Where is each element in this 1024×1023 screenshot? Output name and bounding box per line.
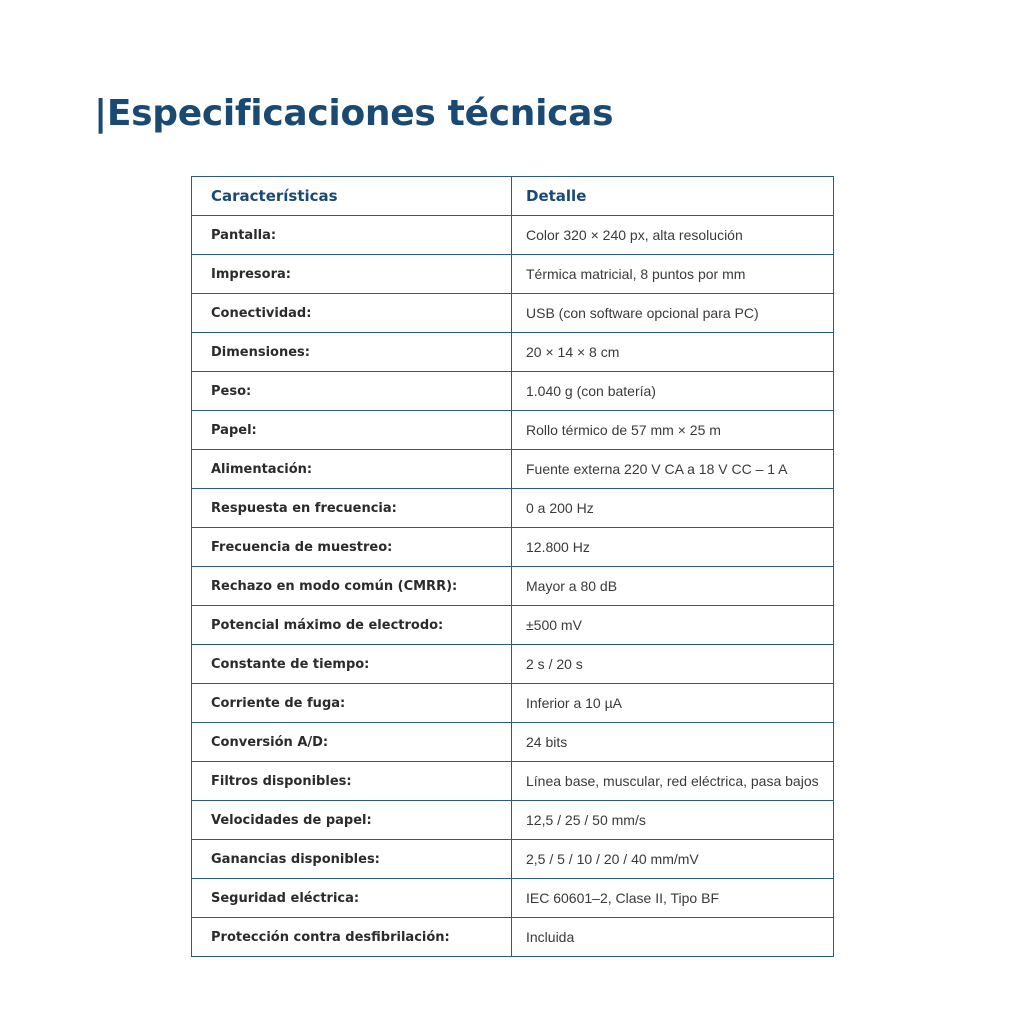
table-row [192,255,834,294]
spec-value: Mayor a 80 dB [512,567,834,606]
table-row [192,684,834,723]
spec-label: Seguridad eléctrica: [192,879,512,918]
column-header-characteristics: Características [192,177,512,216]
specifications-table [191,176,834,957]
spec-value: 12.800 Hz [512,528,834,567]
spec-label: Conectividad: [192,294,512,333]
table-row [192,801,834,840]
table-row [192,918,834,957]
spec-value: Rollo térmico de 57 mm × 25 m [512,411,834,450]
spec-label: Ganancias disponibles: [192,840,512,879]
spec-label: Corriente de fuga: [192,684,512,723]
spec-label: Impresora: [192,255,512,294]
spec-label: Potencial máximo de electrodo: [192,606,512,645]
table-header-row [192,177,834,216]
table-row [192,489,834,528]
spec-label: Frecuencia de muestreo: [192,528,512,567]
spec-label: Protección contra desfibrilación: [192,918,512,957]
spec-value: 0 a 200 Hz [512,489,834,528]
spec-label: Peso: [192,372,512,411]
spec-value: 2 s / 20 s [512,645,834,684]
spec-value: 1.040 g (con batería) [512,372,834,411]
spec-value: 12,5 / 25 / 50 mm/s [512,801,834,840]
table-row [192,411,834,450]
spec-value: 20 × 14 × 8 cm [512,333,834,372]
spec-label: Respuesta en frecuencia: [192,489,512,528]
table-row [192,216,834,255]
table-row [192,606,834,645]
spec-value: Línea base, muscular, red eléctrica, pasa bajos [512,762,834,801]
table-body [192,216,834,957]
table-row [192,372,834,411]
table-row [192,723,834,762]
column-header-detail: Detalle [512,177,834,216]
spec-value: 2,5 / 5 / 10 / 20 / 40 mm/mV [512,840,834,879]
spec-value: Incluida [512,918,834,957]
spec-label: Velocidades de papel: [192,801,512,840]
spec-value: Fuente externa 220 V CA a 18 V CC – 1 A [512,450,834,489]
table-row [192,450,834,489]
spec-label: Pantalla: [192,216,512,255]
spec-value: IEC 60601–2, Clase II, Tipo BF [512,879,834,918]
spec-value: Inferior a 10 µA [512,684,834,723]
spec-label: Dimensiones: [192,333,512,372]
spec-label: Alimentación: [192,450,512,489]
spec-label: Conversión A/D: [192,723,512,762]
spec-value: 24 bits [512,723,834,762]
table-row [192,567,834,606]
spec-label: Filtros disponibles: [192,762,512,801]
table-row [192,879,834,918]
spec-label: Constante de tiempo: [192,645,512,684]
spec-value: ±500 mV [512,606,834,645]
table-row [192,294,834,333]
spec-value: Color 320 × 240 px, alta resolución [512,216,834,255]
table-row [192,840,834,879]
spec-label: Rechazo en modo común (CMRR): [192,567,512,606]
table-row [192,762,834,801]
table-row [192,333,834,372]
page-title: |Especificaciones técnicas [94,93,614,134]
table-row [192,528,834,567]
spec-label: Papel: [192,411,512,450]
table-row [192,645,834,684]
spec-value: USB (con software opcional para PC) [512,294,834,333]
spec-value: Térmica matricial, 8 puntos por mm [512,255,834,294]
